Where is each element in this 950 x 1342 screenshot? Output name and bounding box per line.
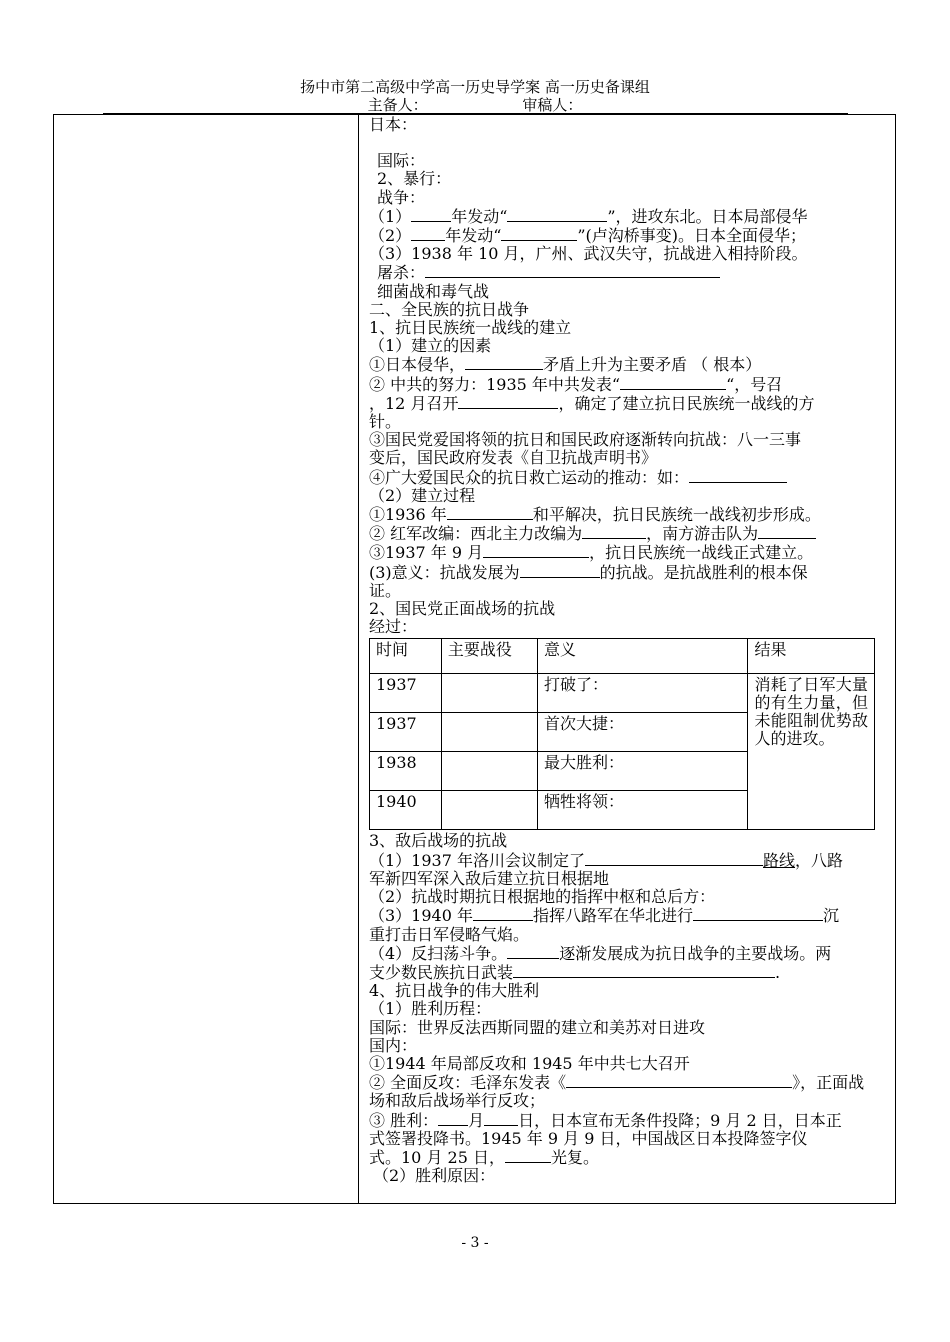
blank[interactable] bbox=[425, 263, 720, 278]
war-item-1: （1） 年发动“ ”，进攻东北。日本局部侵华 bbox=[369, 206, 808, 226]
process-heading: （2）建立过程 bbox=[369, 485, 476, 505]
victory-process-heading: （1）胜利历程： bbox=[369, 999, 492, 1019]
rear-battlefield-heading: 3、敌后战场的抗战 bbox=[369, 831, 508, 851]
victory-domestic-3-line-2: 式签署投降书。1945 年 9 月 9 日，中国战区日本投降签字仪 bbox=[369, 1128, 808, 1148]
cell-battle[interactable] bbox=[441, 791, 537, 830]
header-meaning: 意义 bbox=[537, 639, 748, 674]
rear-item-4-line-1: （4）反扫荡斗争。 逐渐发展成为抗日战争的主要战场。两 bbox=[369, 943, 832, 963]
war-item-2: （2） 年发动“ ”(卢沟桥事变)。日本全面侵华； bbox=[369, 226, 807, 246]
header-result: 结果 bbox=[748, 639, 875, 674]
table-header-row bbox=[370, 639, 875, 674]
blank[interactable] bbox=[689, 468, 787, 483]
factor-2-line-2: ，12 月召开 ，确定了建立抗日民族统一战线的方 bbox=[369, 393, 815, 413]
victory-domestic-1: ①1944 年局部反攻和 1945 年中共七大召开 bbox=[369, 1053, 690, 1073]
japan-label: 日本： bbox=[369, 115, 418, 134]
international-label: 国际： bbox=[377, 151, 426, 171]
germ-warfare-line: 细菌战和毒气战 bbox=[377, 281, 490, 301]
blank[interactable] bbox=[693, 906, 823, 921]
blank[interactable] bbox=[585, 851, 763, 866]
rear-item-1-line-1: （1）1937 年洛川会议制定了 路线，八路 bbox=[369, 850, 844, 870]
blank[interactable] bbox=[513, 963, 775, 978]
significance-line-1: (3)意义：抗战发展为 的抗战。是抗战胜利的根本保 bbox=[369, 562, 808, 582]
rear-item-3-line-2: 重打击日军侵略气焰。 bbox=[369, 924, 530, 944]
atrocity-heading: 2、暴行： bbox=[377, 169, 452, 189]
cell-meaning: 首次大捷： bbox=[537, 713, 748, 752]
blank[interactable] bbox=[582, 524, 646, 539]
chief-preparer-label: 主备人： bbox=[367, 96, 428, 114]
war-label: 战争： bbox=[377, 187, 426, 207]
victory-domestic-2-line-1: ② 全面反攻：毛泽东发表《 》，正面战 bbox=[369, 1073, 865, 1093]
blank[interactable] bbox=[501, 226, 577, 241]
blank[interactable] bbox=[620, 375, 726, 390]
blank[interactable] bbox=[507, 207, 607, 222]
blank[interactable] bbox=[411, 207, 451, 222]
blank[interactable] bbox=[438, 1111, 468, 1126]
factor-3-line-1: ③国民党爱国将领的抗日和国民政府逐渐转向抗战：八一三事 bbox=[369, 430, 802, 450]
victory-domestic-2-line-2: 场和敌后战场举行反攻； bbox=[369, 1091, 546, 1111]
blank[interactable] bbox=[447, 505, 533, 520]
victory-domestic-label: 国内： bbox=[369, 1035, 418, 1055]
victory-domestic-3-line-1: ③ 胜利： 月 日，日本宣布无条件投降；9 月 2 日，日本正 bbox=[369, 1110, 842, 1130]
document-header-authors bbox=[0, 96, 950, 114]
table-row bbox=[370, 674, 875, 713]
blank[interactable] bbox=[505, 1148, 551, 1163]
blank[interactable] bbox=[566, 1073, 792, 1088]
process-1: ①1936 年 和平解决，抗日民族统一战线初步形成。 bbox=[369, 505, 821, 525]
cell-time: 1937 bbox=[370, 713, 442, 752]
blank[interactable] bbox=[465, 355, 543, 370]
cell-result: 消耗了日军大量的有生力量，但未能阻制优势敌人的进攻。 bbox=[748, 674, 875, 830]
cell-meaning: 牺牲将领： bbox=[537, 791, 748, 830]
process-label: 经过： bbox=[369, 617, 418, 637]
blank[interactable] bbox=[473, 906, 533, 921]
rear-item-1-line-2: 军新四军深入敌后建立抗日根据地 bbox=[369, 868, 610, 888]
factor-2-line-1: ② 中共的努力：1935 年中共发表“ “，号召 bbox=[369, 374, 783, 394]
blank[interactable] bbox=[507, 944, 559, 959]
section-2-title: 二、全民族的抗日战争 bbox=[369, 299, 530, 319]
factor-2-line-3: 针。 bbox=[369, 412, 402, 432]
war-item-3: （3）1938 年 10 月，广州、武汉失守，抗战进入相持阶段。 bbox=[369, 244, 808, 264]
battles-table bbox=[369, 638, 875, 830]
cell-time: 1938 bbox=[370, 752, 442, 791]
cell-battle[interactable] bbox=[441, 674, 537, 713]
factor-4: ④广大爱国民众的抗日救亡运动的推动：如： bbox=[369, 468, 889, 487]
blank[interactable] bbox=[758, 524, 816, 539]
front-battlefield-heading: 2、国民党正面战场的抗战 bbox=[369, 599, 556, 619]
column-divider bbox=[358, 114, 359, 1204]
victory-heading: 4、抗日战争的伟大胜利 bbox=[369, 981, 540, 1001]
blank[interactable] bbox=[458, 394, 558, 409]
process-2: ② 红军改编：西北主力改编为 ，南方游击队为 bbox=[369, 524, 889, 543]
header-battle: 主要战役 bbox=[441, 639, 537, 674]
cell-battle[interactable] bbox=[441, 752, 537, 791]
blank[interactable] bbox=[484, 1111, 518, 1126]
victory-international: 国际：世界反法西斯同盟的建立和美苏对日进攻 bbox=[369, 1017, 706, 1037]
blank[interactable] bbox=[520, 563, 600, 578]
massacre-line: 屠杀： bbox=[369, 263, 889, 282]
cell-meaning: 最大胜利： bbox=[537, 752, 748, 791]
page-number: - 3 - bbox=[461, 1235, 489, 1251]
victory-reasons-heading: （2）胜利原因： bbox=[373, 1166, 496, 1186]
factor-3-line-2: 变后，国民政府发表《自卫抗战声明书》 bbox=[369, 448, 658, 468]
cell-battle[interactable] bbox=[441, 713, 537, 752]
reviewer-label: 审稿人： bbox=[522, 96, 583, 114]
rear-item-2: （2）抗战时期抗日根据地的指挥中枢和总后方： bbox=[369, 887, 716, 907]
worksheet-content bbox=[369, 116, 889, 1185]
process-3: ③1937 年 9 月 ，抗日民族统一战线正式建立。 bbox=[369, 543, 814, 563]
cell-meaning: 打破了： bbox=[537, 674, 748, 713]
blank[interactable] bbox=[483, 543, 589, 558]
rear-item-4-line-2: 支少数民族抗日武装 . bbox=[369, 962, 781, 982]
cell-time: 1940 bbox=[370, 791, 442, 830]
cell-time: 1937 bbox=[370, 674, 442, 713]
rear-item-3-line-1: （3）1940 年 指挥八路军在华北进行 沉 bbox=[369, 906, 840, 926]
factors-heading: （1）建立的因素 bbox=[369, 336, 492, 356]
united-front-heading: 1、抗日民族统一战线的建立 bbox=[369, 318, 572, 338]
header-time: 时间 bbox=[370, 639, 442, 674]
factor-1: ①日本侵华， 矛盾上升为主要矛盾 （ 根本） bbox=[369, 355, 762, 375]
victory-domestic-3-line-3: 式。10 月 25 日， 光复。 bbox=[369, 1147, 599, 1167]
blank[interactable] bbox=[411, 226, 445, 241]
significance-line-2: 证。 bbox=[369, 580, 402, 600]
document-header-title: 扬中市第二高级中学高一历史导学案 高一历史备课组 bbox=[300, 78, 650, 96]
